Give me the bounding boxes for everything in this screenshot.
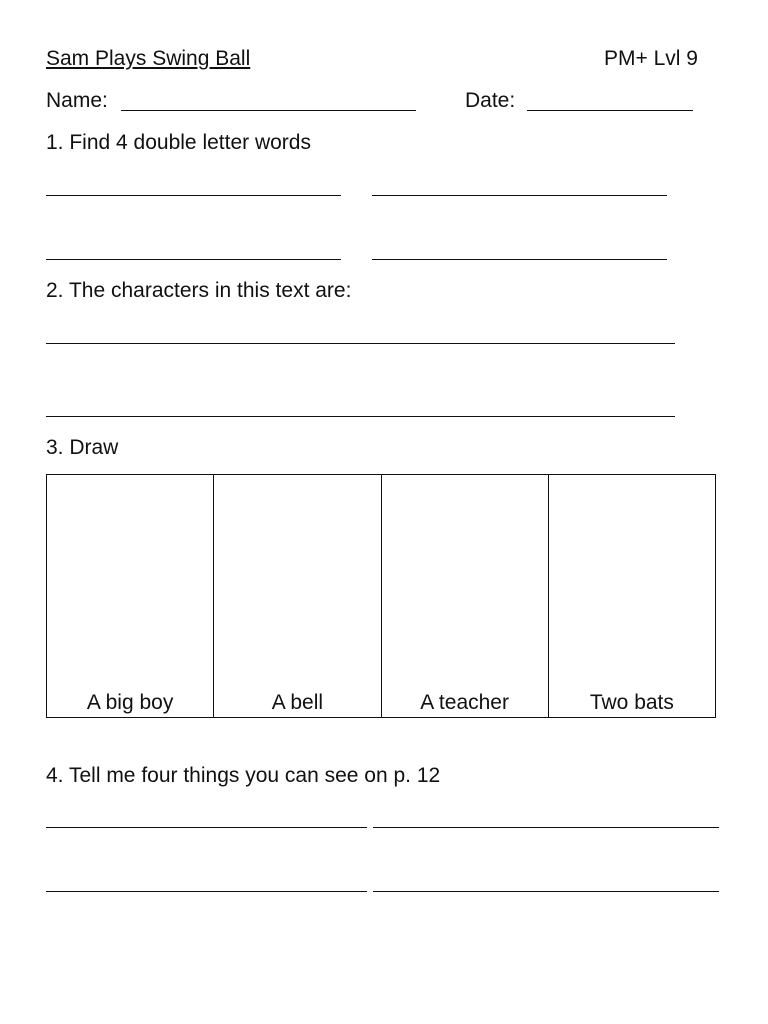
answer-line: [46, 827, 367, 828]
question-2: 2. The characters in this text are:: [46, 279, 352, 302]
answer-line: [46, 891, 367, 892]
name-label: Name:: [46, 89, 108, 112]
date-answer-line: [527, 110, 693, 111]
question-4: 4. Tell me four things you can see on p. 12: [46, 764, 441, 787]
answer-line: [372, 195, 667, 196]
answer-line: [373, 827, 719, 828]
answer-line: [46, 259, 341, 260]
reading-level: PM+ Lvl 9: [604, 47, 698, 70]
question-1: 1. Find 4 double letter words: [46, 131, 311, 154]
draw-box-caption: A big boy: [47, 475, 214, 718]
draw-box-caption: Two bats: [548, 475, 715, 718]
date-label: Date:: [465, 89, 516, 112]
question-3: 3. Draw: [46, 436, 119, 459]
worksheet-title: Sam Plays Swing Ball: [46, 47, 251, 70]
name-answer-line: [121, 110, 416, 111]
answer-line: [46, 343, 675, 344]
answer-line: [372, 259, 667, 260]
answer-line: [373, 891, 719, 892]
draw-boxes-table: [46, 474, 716, 718]
answer-line: [46, 195, 341, 196]
draw-box-caption: A bell: [214, 475, 381, 718]
answer-line: [46, 416, 675, 417]
draw-box-caption: A teacher: [381, 475, 548, 718]
